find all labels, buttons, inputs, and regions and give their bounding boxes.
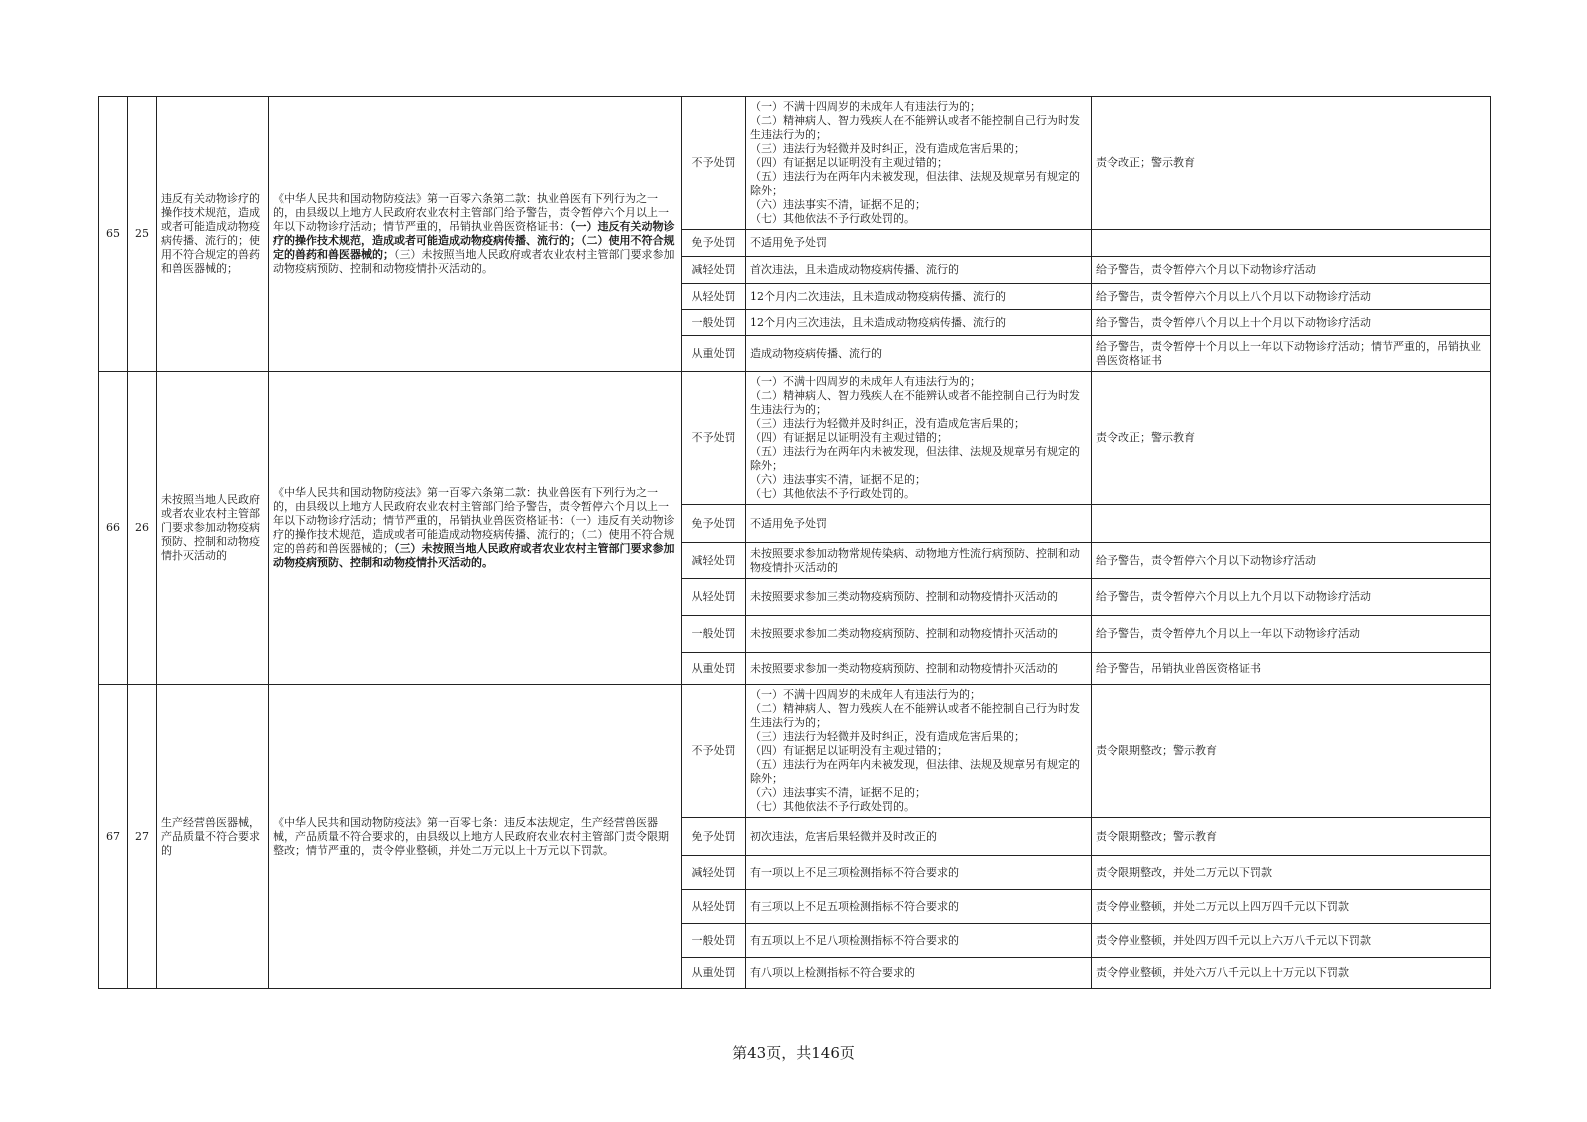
- condition-item: （一）不满十四周岁的未成年人有违法行为的；: [750, 100, 981, 113]
- penalty-measure: 给予警告，责令暂停十个月以上一年以下动物诊疗活动；情节严重的，吊销执业兽医资格证书: [1092, 336, 1491, 372]
- violation-description: 违反有关动物诊疗的操作技术规范，造成或者可能造成动物疫病传播、流行的；使用不符合规定的兽药和兽医器械的；: [157, 97, 269, 372]
- penalty-category: 一般处罚: [682, 310, 746, 336]
- no-penalty-conditions: [746, 372, 1092, 505]
- violation-circumstance: 不适用免予处罚: [746, 505, 1092, 543]
- condition-item: （一）不满十四周岁的未成年人有违法行为的；: [750, 375, 981, 388]
- legal-basis: [269, 372, 682, 685]
- table-row: [99, 372, 1491, 505]
- penalty-measure: 给予警告，责令暂停九个月以上一年以下动物诊疗活动: [1092, 616, 1491, 653]
- penalty-measure: [1092, 505, 1491, 543]
- penalty-measure: 给予警告，责令暂停六个月以下动物诊疗活动: [1092, 257, 1491, 284]
- row-seq-number: 66: [99, 372, 128, 685]
- penalty-measure: 责令限期整改；警示教育: [1092, 685, 1491, 818]
- condition-item: （六）违法事实不清，证据不足的；: [750, 198, 926, 211]
- penalty-measure: 责令改正；警示教育: [1092, 97, 1491, 230]
- penalty-category: 从重处罚: [682, 958, 746, 989]
- penalty-category: 免予处罚: [682, 230, 746, 257]
- condition-item: （五）违法行为在两年内未被发现，但法律、法规及规章另有规定的除外；: [750, 170, 1080, 197]
- violation-circumstance: 未按照要求参加动物常规传染病、动物地方性流行病预防、控制和动物疫情扑灭活动的: [746, 543, 1092, 579]
- penalty-category: 从轻处罚: [682, 890, 746, 924]
- penalty-category: 免予处罚: [682, 818, 746, 856]
- row-seq-number: 67: [99, 685, 128, 989]
- legal-basis-highlight: （三）未按照当地人民政府或者农业农村主管部门要求参加动物疫病预防、控制和动物疫情扑灭活动的。: [273, 542, 675, 569]
- no-penalty-conditions: [746, 97, 1092, 230]
- penalty-category: 从轻处罚: [682, 579, 746, 616]
- condition-item: （五）违法行为在两年内未被发现，但法律、法规及规章另有规定的除外；: [750, 445, 1080, 472]
- condition-item: （七）其他依法不予行政处罚的。: [750, 212, 915, 225]
- condition-item: （六）违法事实不清，证据不足的；: [750, 786, 926, 799]
- no-penalty-conditions: [746, 685, 1092, 818]
- penalty-measure: 责令停业整顿，并处四万四千元以上六万八千元以下罚款: [1092, 924, 1491, 958]
- penalty-measure: 责令停业整顿，并处六万八千元以上十万元以下罚款: [1092, 958, 1491, 989]
- violation-description: 生产经营兽医器械，产品质量不符合要求的: [157, 685, 269, 989]
- penalty-category: 从重处罚: [682, 336, 746, 372]
- violation-circumstance: 有八项以上检测指标不符合要求的: [746, 958, 1092, 989]
- penalty-category: 从重处罚: [682, 653, 746, 685]
- penalty-category: 免予处罚: [682, 505, 746, 543]
- condition-item: （二）精神病人、智力残疾人在不能辨认或者不能控制自己行为时发生违法行为的；: [750, 702, 1080, 729]
- condition-item: （四）有证据足以证明没有主观过错的；: [750, 156, 948, 169]
- row-sub-number: 27: [128, 685, 157, 989]
- legal-basis: [269, 685, 682, 989]
- legal-basis-highlight: （一）违反有关动物诊疗的操作技术规范，造成或者可能造成动物疫病传播、流行的；（二）使用不符合规定的兽药和兽医器械的；: [273, 220, 675, 261]
- condition-item: （五）违法行为在两年内未被发现，但法律、法规及规章另有规定的除外；: [750, 758, 1080, 785]
- legal-basis-text: 《中华人民共和国动物防疫法》第一百零六条第二款：执业兽医有下列行为之一的，由县级以上地方人民政府农业农村主管部门给予警告，责令暂停六个月以上一年以下动物诊疗活动；情节严重的，吊销执业兽医资格证书：: [273, 192, 669, 233]
- violation-circumstance: 未按照要求参加二类动物疫病预防、控制和动物疫情扑灭活动的: [746, 616, 1092, 653]
- penalty-table: [98, 96, 1491, 989]
- penalty-measure: 给予警告，责令暂停八个月以上十个月以下动物诊疗活动: [1092, 310, 1491, 336]
- row-seq-number: 65: [99, 97, 128, 372]
- condition-item: （三）违法行为轻微并及时纠正，没有造成危害后果的；: [750, 417, 1025, 430]
- penalty-measure: 责令限期整改，并处二万元以下罚款: [1092, 856, 1491, 890]
- penalty-category: 一般处罚: [682, 924, 746, 958]
- penalty-category: 不予处罚: [682, 685, 746, 818]
- penalty-measure: 责令停业整顿，并处二万元以上四万四千元以下罚款: [1092, 890, 1491, 924]
- penalty-category: 减轻处罚: [682, 257, 746, 284]
- penalty-category: 一般处罚: [682, 616, 746, 653]
- legal-basis-text: 《中华人民共和国动物防疫法》第一百零六条第二款：执业兽医有下列行为之一的，由县级以上地方人民政府农业农村主管部门给予警告，责令暂停六个月以上一年以下动物诊疗活动；情节严重的，吊销执业兽医资格证书：（一）违反有关动物诊疗的操作技术规范，造成或者可能造成动物疫病传播、流行的；（二）使用不符合规定的兽药和兽医器械的；: [273, 486, 675, 555]
- legal-basis: [269, 97, 682, 372]
- condition-item: （七）其他依法不予行政处罚的。: [750, 487, 915, 500]
- condition-item: （三）违法行为轻微并及时纠正，没有造成危害后果的；: [750, 142, 1025, 155]
- penalty-measure: 责令限期整改；警示教育: [1092, 818, 1491, 856]
- penalty-category: 不予处罚: [682, 372, 746, 505]
- penalty-measure: 责令改正；警示教育: [1092, 372, 1491, 505]
- violation-circumstance: 12个月内二次违法，且未造成动物疫病传播、流行的: [746, 284, 1092, 310]
- penalty-category: 减轻处罚: [682, 856, 746, 890]
- violation-circumstance: 未按照要求参加一类动物疫病预防、控制和动物疫情扑灭活动的: [746, 653, 1092, 685]
- row-sub-number: 26: [128, 372, 157, 685]
- page-footer: 第43页，共146页: [732, 1044, 855, 1062]
- penalty-measure: 给予警告，责令暂停六个月以上八个月以下动物诊疗活动: [1092, 284, 1491, 310]
- penalty-category: 不予处罚: [682, 97, 746, 230]
- penalty-measure: 给予警告，责令暂停六个月以上九个月以下动物诊疗活动: [1092, 579, 1491, 616]
- row-sub-number: 25: [128, 97, 157, 372]
- condition-item: （四）有证据足以证明没有主观过错的；: [750, 431, 948, 444]
- violation-circumstance: 首次违法，且未造成动物疫病传播、流行的: [746, 257, 1092, 284]
- legal-basis-text: 《中华人民共和国动物防疫法》第一百零七条：违反本法规定，生产经营兽医器械，产品质量不符合要求的，由县级以上地方人民政府农业农村主管部门责令限期整改；情节严重的，责令停业整顿，并处二万元以上十万元以下罚款。: [273, 815, 669, 857]
- condition-item: （三）违法行为轻微并及时纠正，没有造成危害后果的；: [750, 730, 1025, 743]
- violation-circumstance: 有一项以上不足三项检测指标不符合要求的: [746, 856, 1092, 890]
- penalty-category: 从轻处罚: [682, 284, 746, 310]
- violation-circumstance: 造成动物疫病传播、流行的: [746, 336, 1092, 372]
- table-row: [99, 685, 1491, 818]
- violation-circumstance: 不适用免予处罚: [746, 230, 1092, 257]
- violation-circumstance: 未按照要求参加三类动物疫病预防、控制和动物疫情扑灭活动的: [746, 579, 1092, 616]
- legal-basis-text-tail: （三）未按照当地人民政府或者农业农村主管部门要求参加动物疫病预防、控制和动物疫情扑灭活动的。: [273, 248, 675, 275]
- condition-item: （七）其他依法不予行政处罚的。: [750, 800, 915, 813]
- condition-item: （一）不满十四周岁的未成年人有违法行为的；: [750, 688, 981, 701]
- condition-item: （四）有证据足以证明没有主观过错的；: [750, 744, 948, 757]
- condition-item: （二）精神病人、智力残疾人在不能辨认或者不能控制自己行为时发生违法行为的；: [750, 389, 1080, 416]
- condition-item: （二）精神病人、智力残疾人在不能辨认或者不能控制自己行为时发生违法行为的；: [750, 114, 1080, 141]
- violation-circumstance: 有三项以上不足五项检测指标不符合要求的: [746, 890, 1092, 924]
- penalty-category: 减轻处罚: [682, 543, 746, 579]
- penalty-measure: [1092, 230, 1491, 257]
- violation-circumstance: 12个月内三次违法，且未造成动物疫病传播、流行的: [746, 310, 1092, 336]
- condition-item: （六）违法事实不清，证据不足的；: [750, 473, 926, 486]
- penalty-measure: 给予警告，吊销执业兽医资格证书: [1092, 653, 1491, 685]
- violation-circumstance: 初次违法，危害后果轻微并及时改正的: [746, 818, 1092, 856]
- violation-description: 未按照当地人民政府或者农业农村主管部门要求参加动物疫病预防、控制和动物疫情扑灭活动的: [157, 372, 269, 685]
- violation-circumstance: 有五项以上不足八项检测指标不符合要求的: [746, 924, 1092, 958]
- penalty-measure: 给予警告，责令暂停六个月以下动物诊疗活动: [1092, 543, 1491, 579]
- table-row: [99, 97, 1491, 230]
